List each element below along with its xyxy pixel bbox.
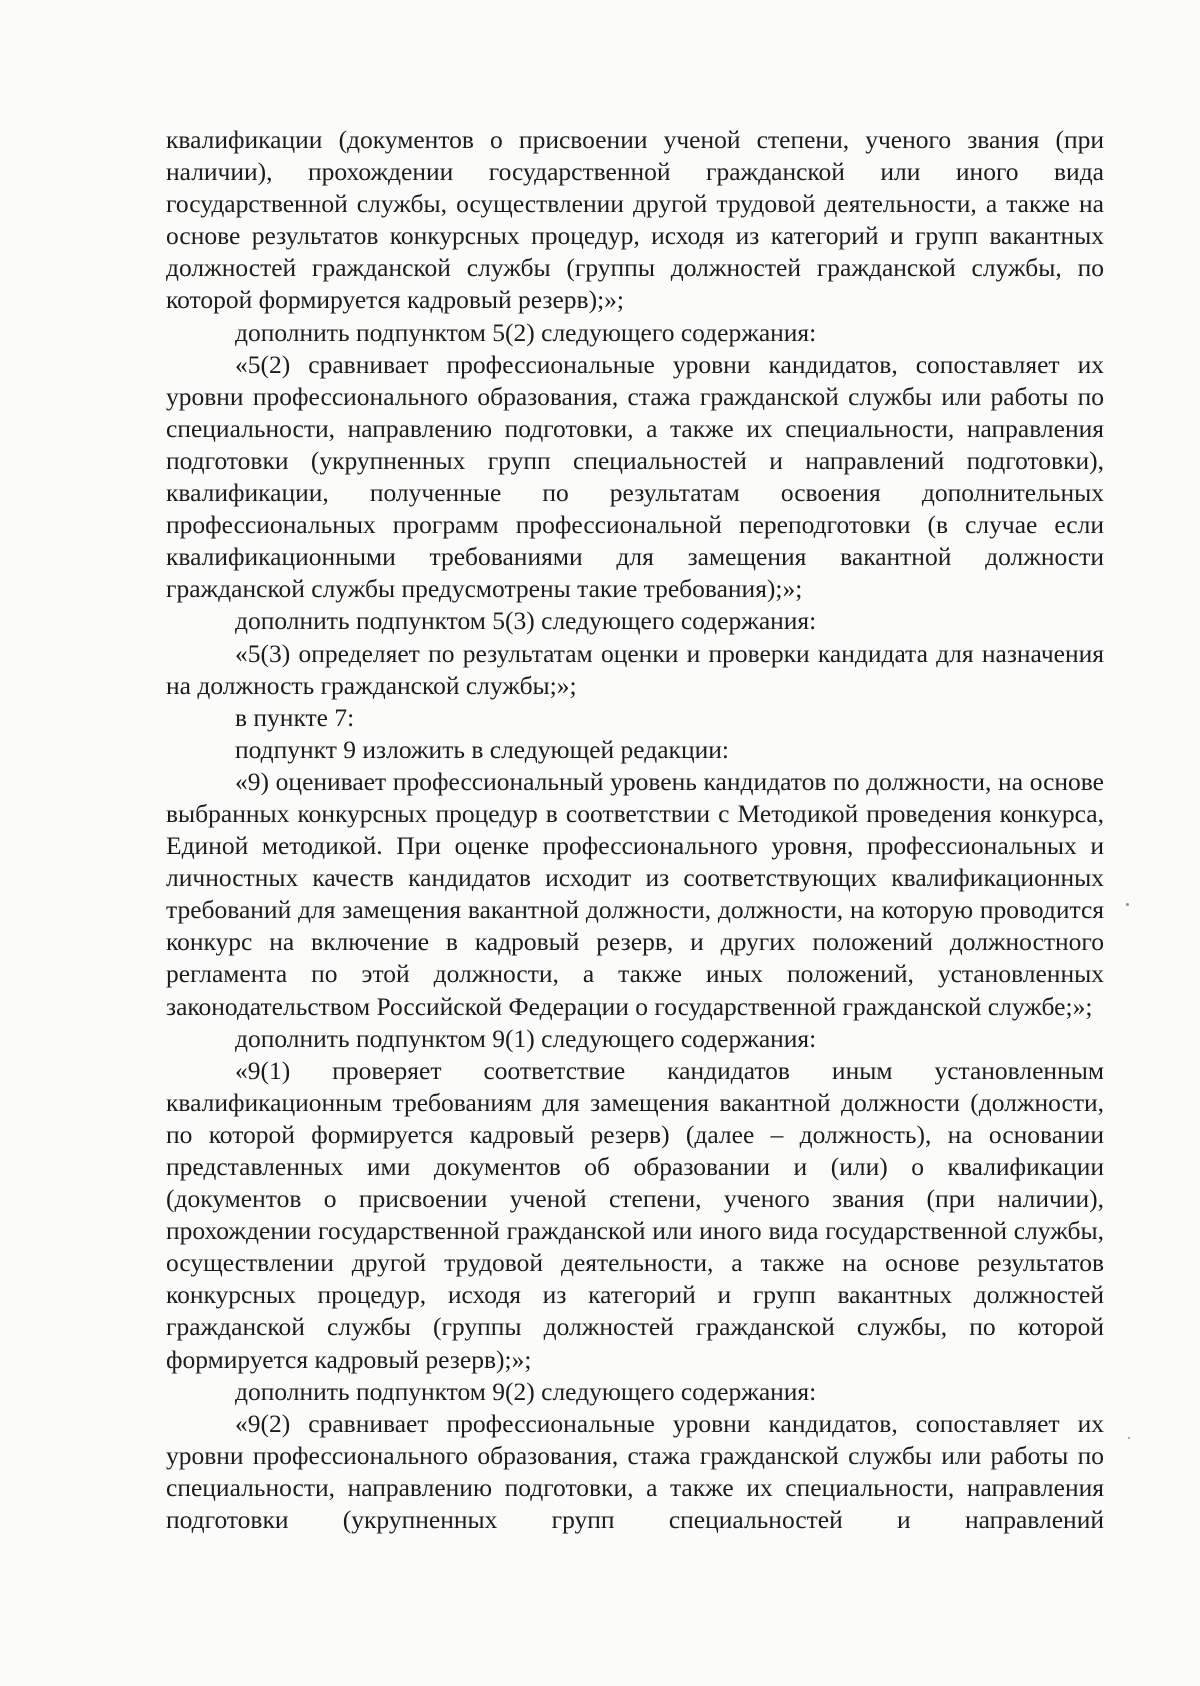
paragraph-instruction-9: подпункт 9 изложить в следующей редакции: [235,734,729,764]
paragraph-subitem-5-3: «5(3) определяет по результатам оценки и проверки кандидата для назначения на должность гражданской службы;»; [166,638,1104,700]
paragraph-subitem-5-2: «5(2) сравнивает профессиональные уровни кандидатов, сопоставляет их уровни профессионального образования, стажа гражданской службы или работы по специальности, направлению подготовки, а также их специальности, направления подготовки (укрупненных групп специальностей и направлений подготовки), квалификации, полученные по результатам освоения дополнительных профессиональных программ профессиональной переподготовки (в случае если квалификационными требованиями для замещения вакантной должности гражданской службы предусмотрены такие требования);»; [166,349,1104,604]
paragraph-subitem-9-2: «9(2) сравнивает профессиональные уровни кандидатов, сопоставляет их уровни профессионального образования, стажа гражданской службы или работы по специальности, направлению подготовки, а также их специальности, направления подготовки (укрупненных групп специальностей и направлений [166,1408,1104,1535]
document-body [166,124,1104,1536]
paragraph-subitem-9-1: «9(1) проверяет соответствие кандидатов иным установленным квалификационным требованиям для замещения вакантной должности (должности, по которой формируется кадровый резерв) (далее – должность), на основании представленных ими документов об образовании и (или) о квалификации (документов о присвоении ученой степени, ученого звания (при наличии), прохождении государственной гражданской или иного вида государственной службы, осуществлении другой трудовой деятельности, а также на основе результатов конкурсных процедур, исходя из категорий и групп вакантных должностей гражданской службы (группы должностей гражданской службы, по которой формируется кадровый резерв);»; [166,1055,1104,1374]
scan-speck [1126,903,1129,906]
paragraph-item-7: в пункте 7: [235,702,355,732]
paragraph-instruction-9-1: дополнить подпунктом 9(1) следующего содержания: [235,1023,817,1053]
paragraph-instruction-9-2: дополнить подпунктом 9(2) следующего содержания: [235,1376,817,1406]
paragraph-continuation: квалификации (документов о присвоении ученой степени, ученого звания (при наличии), прохождении государственной гражданской или иного вида государственной службы, осуществлении другой трудовой деятельности, а также на основе результатов конкурсных процедур, исходя из категорий и групп вакантных должностей гражданской службы (группы должностей гражданской службы, по которой формируется кадровый резерв);»; [166,125,1104,315]
scan-speck [1128,1437,1130,1439]
paragraph-subitem-9: «9) оценивает профессиональный уровень кандидатов по должности, на основе выбранных конкурсных процедур в соответствии с Методикой проведения конкурса, Единой методикой. При оценке профессионального уровня, профессиональных и личностных качеств кандидатов исходит из соответствующих квалификационных требований для замещения вакантной должности, должности, на которую проводится конкурс на включение в кадровый резерв, и других положений должностного регламента по этой должности, а также иных положений, установленных законодательством Российской Федерации о государственной гражданской службе;»; [166,766,1104,1021]
paragraph-instruction-5-3: дополнить подпунктом 5(3) следующего содержания: [235,606,817,636]
paragraph-instruction-5-2: дополнить подпунктом 5(2) следующего содержания: [235,317,817,347]
